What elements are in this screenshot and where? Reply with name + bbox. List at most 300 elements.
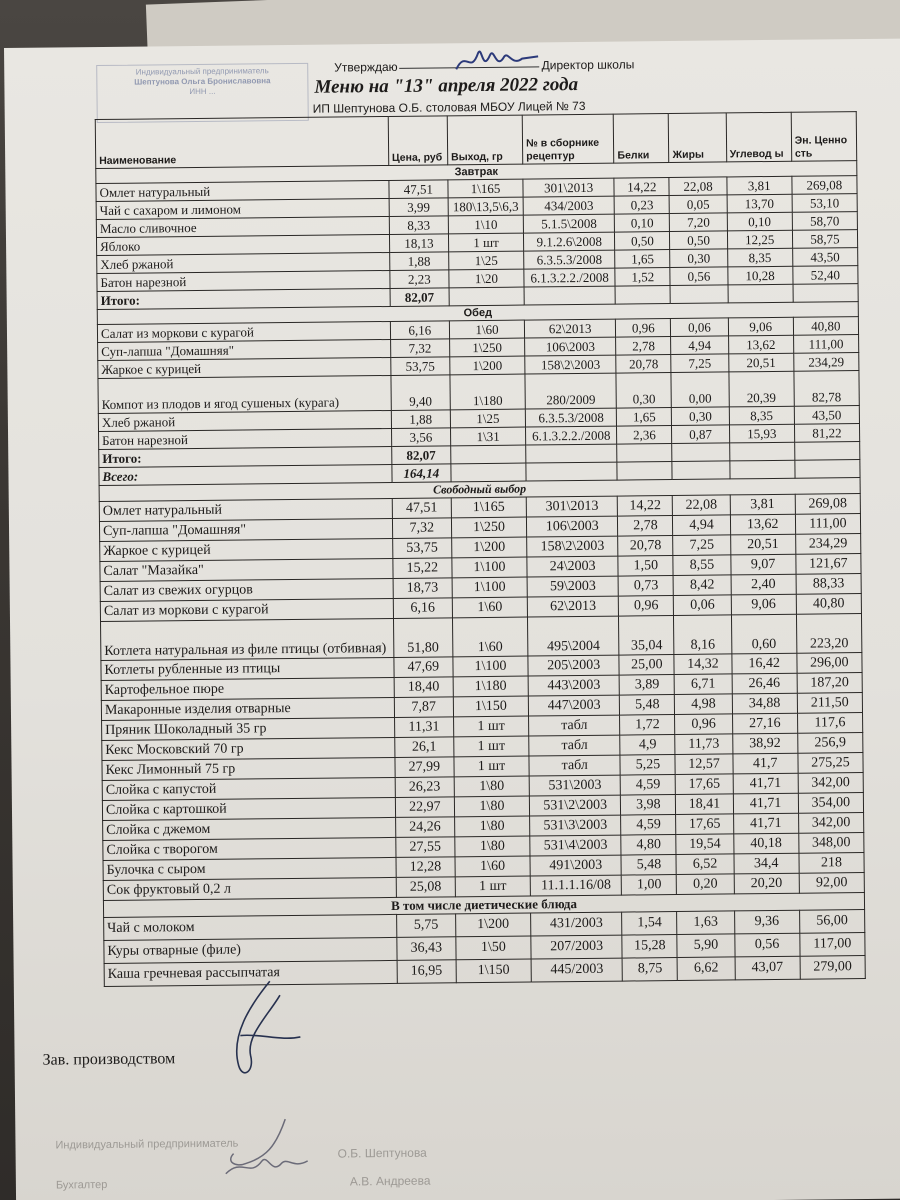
price: 25,08 [396,877,455,898]
dish-name: Кекс Московский 70 гр [102,737,395,760]
proteins: 2,36 [617,426,672,445]
dish-name: Омлет натуральный [96,180,389,201]
carbs: 38,92 [732,733,797,754]
portion: 1\25 [450,409,525,428]
energy: 43,50 [794,406,859,425]
proteins: 15,28 [622,934,677,958]
energy: 43,50 [792,248,857,267]
free-choice-section [99,494,864,901]
dish-name: Сок фруктовый 0,2 л [103,877,396,900]
dish-name: Котлеты рубленные из птицы [101,657,394,680]
price: 47,51 [389,180,448,199]
recipe-number: 62\2013 [524,319,615,338]
proteins: 1,65 [615,250,670,269]
proteins: 4,59 [620,775,675,796]
price: 6,16 [393,598,452,619]
dish-name: Батон нарезной [99,428,392,449]
fats: 17,65 [676,774,733,795]
recipe-number: 6.1.3.2.2./2008 [526,426,617,445]
fats: 6,52 [676,854,733,875]
dish-name: Салат из моркови с курагой [100,598,393,621]
header-proteins: Белки [614,114,670,164]
carbs: 13,62 [730,514,795,535]
fats: 0,06 [671,318,728,337]
stamp-line: ИНН ... [189,86,216,97]
portion: 1\150 [453,696,528,717]
dish-name: Суп-лапша "Домашняя" [98,339,391,360]
fats: 7,25 [671,354,728,373]
total-price: 82,07 [390,288,449,307]
carbs: 15,93 [729,424,794,443]
carbs: 9,06 [728,317,793,336]
energy: 117,00 [800,933,865,957]
portion: 1\10 [448,215,523,234]
proteins: 20,78 [616,355,671,374]
recipe-number: табл [529,755,620,776]
recipe-number: 59\2003 [527,576,618,597]
proteins: 1,65 [617,408,672,427]
portion: 1\60 [449,320,524,339]
energy: 111,00 [793,335,858,354]
price: 9,40 [391,375,451,411]
stamp-line: Шептунова Ольга Брониславовна [134,76,271,87]
recipe-number: 6.3.5.3/2008 [524,250,615,269]
fats: 11,73 [675,734,732,755]
proteins: 0,50 [615,232,670,251]
recipe-number: 301\2013 [526,496,617,517]
recipe-number: 106\2003 [525,337,616,356]
total-label: Итого: [97,288,390,309]
dish-name: Салат "Мазайка" [100,558,393,581]
energy: 218 [799,853,864,874]
section-title: Свободный выбор [99,478,860,502]
portion: 1\165 [451,497,526,518]
carbs: 26,46 [732,673,797,694]
energy: 354,00 [798,793,863,814]
recipe-number: 434/2003 [523,196,614,215]
carbs: 20,51 [730,534,795,555]
energy: 82,78 [794,371,860,407]
proteins: 14,22 [618,496,673,517]
carbs: 43,07 [735,956,800,980]
price: 16,95 [397,960,456,984]
total-label: Итого: [99,446,392,467]
carbs: 8,35 [727,248,792,267]
breakfast-section [96,161,858,292]
price: 47,69 [394,657,453,678]
portion: 1\31 [450,427,525,446]
carbs: 9,07 [730,554,795,575]
director-signature [452,46,542,75]
portion: 1\80 [454,776,529,797]
dish-name: Салат из свежих огурцов [100,578,393,601]
energy: 53,10 [792,194,857,213]
price: 47,51 [392,498,451,519]
proteins: 3,98 [621,795,676,816]
energy: 279,00 [800,956,865,980]
portion: 1\50 [456,936,531,960]
approval-prefix: Утверждаю [334,59,398,75]
energy: 348,00 [799,833,864,854]
dish-name: Салат из моркови с курагой [97,321,390,342]
price: 51,80 [393,618,453,658]
carbs: 20,51 [728,353,793,372]
fats: 0,50 [670,231,727,250]
fats: 0,06 [674,595,731,616]
recipe-number: 205\2003 [528,655,619,676]
dish-name: Кекс Лимонный 75 гр [102,757,395,780]
portion: 1 шт [454,756,529,777]
price: 8,33 [389,216,448,235]
proteins: 3,89 [619,675,674,696]
recipe-number: табл [529,735,620,756]
portion: 1\80 [454,796,529,817]
entrepreneur-label: Индивидуальный предприниматель [55,1137,239,1152]
energy: 92,00 [799,873,864,894]
header-price: Цена, руб [388,116,448,166]
fats: 5,90 [677,934,734,958]
fats: 8,42 [674,575,731,596]
energy: 121,67 [796,554,861,575]
recipe-number: 158\2\2003 [525,355,616,374]
price: 24,26 [395,817,454,838]
price: 26,1 [395,737,454,758]
header-recipe: № в сборнике рецептур [522,114,614,164]
recipe-number: 447\2003 [528,695,619,716]
dish-name: Куры отварные (филе) [104,937,397,963]
energy: 234,29 [794,353,859,372]
dish-name: Слойка с капустой [102,777,395,800]
recipe-number: 301\2013 [523,178,614,197]
lunch-section [97,302,859,450]
portion: 1\100 [453,656,528,677]
price: 1,88 [391,410,450,429]
portion: 1 шт [455,876,530,897]
dish-name: Хлеб ржаной [98,410,391,431]
price: 1,88 [389,252,448,271]
price: 53,75 [392,538,451,559]
carbs: 34,4 [734,853,799,874]
section-title: Обед [97,302,858,325]
production-signature [210,975,331,1096]
portion: 1\200 [455,913,530,937]
proteins: 0,96 [619,596,674,617]
proteins: 4,9 [620,735,675,756]
dish-name: Жаркое с курицей [98,357,391,378]
energy: 296,00 [797,653,862,674]
portion: 180\13,5\6,3 [448,197,523,216]
portion: 1\180 [450,374,526,410]
fats: 12,57 [675,754,732,775]
dish-name: Суп-лапша "Домашняя" [99,518,392,541]
dish-name: Булочка с сыром [103,857,396,880]
energy: 40,80 [793,317,858,336]
carbs: 9,36 [734,910,799,934]
header-carbs: Углевод ы [726,112,792,162]
price: 18,73 [393,578,452,599]
price: 11,31 [394,717,453,738]
carbs: 40,18 [733,833,798,854]
dish-name: Масло сливочное [96,216,389,237]
dish-name: Компот из плодов и ягод сушеных (курага) [98,375,391,413]
page-subtitle: ИП Шептунова О.Б. столовая МБОУ Лицей № 73 [312,98,586,116]
price: 27,99 [395,757,454,778]
fats: 0,20 [677,874,734,895]
price: 2,23 [390,270,449,289]
price: 53,75 [391,357,450,376]
price: 26,23 [395,777,454,798]
lunch-total [99,442,861,502]
fats: 0,30 [672,407,729,426]
dish-name: Слойка с джемом [103,817,396,840]
proteins: 1,00 [622,875,677,896]
energy: 275,25 [798,753,863,774]
portion: 1\60 [452,597,527,618]
dish-name: Чай с сахаром и лимоном [96,198,389,219]
energy: 58,70 [792,212,857,231]
recipe-number: 531\4\2003 [530,835,621,856]
dish-name: Котлета натуральная из филе птицы (отбивная) [101,618,394,660]
proteins: 5,25 [620,755,675,776]
accountant-name: А.В. Андреева [349,1173,431,1189]
recipe-number: 531\3\2003 [530,815,621,836]
portion: 1\80 [454,816,529,837]
fats: 4,98 [675,694,732,715]
section-title: Завтрак [96,161,857,184]
fats: 0,96 [675,714,732,735]
portion: 1\100 [452,557,527,578]
fats: 0,87 [672,425,729,444]
portion: 1\80 [455,836,530,857]
carbs: 27,16 [732,713,797,734]
proteins: 1,52 [615,268,670,287]
recipe-number: 6.1.3.2.2./2008 [524,268,615,287]
energy: 117,6 [797,713,862,734]
price: 12,28 [396,857,455,878]
recipe-number: табл [529,715,620,736]
fats: 8,55 [673,555,730,576]
carbs: 2,40 [731,574,796,595]
fats: 19,54 [676,834,733,855]
dish-name: Слойка с творогом [103,837,396,860]
portion: 1\150 [456,959,531,983]
price: 15,22 [393,558,452,579]
carbs: 3,81 [726,176,791,195]
dish-name: Макаронные изделия отварные [101,697,394,720]
portion: 1\20 [449,269,524,288]
portion: 1\25 [449,251,524,270]
dish-name: Омлет натуральный [99,498,392,521]
proteins: 0,73 [618,576,673,597]
energy: 40,80 [796,594,861,615]
dish-name: Картофельное пюре [101,677,394,700]
recipe-number: 445/2003 [531,958,622,982]
carbs: 12,25 [727,230,792,249]
fats: 7,25 [673,535,730,556]
production-manager-label: Зав. производством [42,1050,176,1069]
carbs: 41,71 [733,813,798,834]
fats: 0,56 [670,267,727,286]
dish-name: Батон нарезной [97,270,390,291]
proteins: 0,23 [614,196,669,215]
recipe-number: 531\2003 [529,775,620,796]
proteins: 1,54 [622,911,677,935]
recipe-number: 62\2013 [527,596,618,617]
fats: 6,62 [678,957,735,981]
recipe-number: 11.1.1.16/08 [530,875,621,896]
dish-name: Жаркое с курицей [100,538,393,561]
proteins: 35,04 [619,616,675,656]
carbs: 16,42 [731,653,796,674]
grand-total-label: Всего: [99,464,392,485]
proteins: 5,48 [620,695,675,716]
proteins: 20,78 [618,536,673,557]
price: 7,87 [394,697,453,718]
price: 18,13 [389,234,448,253]
carbs: 9,06 [731,594,796,615]
stamp-line: Индивидуальный предприниматель [135,66,269,77]
header-energy: Эн. Ценно сть [791,112,857,162]
recipe-number: 106\2003 [527,516,618,537]
recipe-number: 431/2003 [531,912,622,936]
energy: 187,20 [797,673,862,694]
proteins: 4,59 [621,815,676,836]
portion: 1\60 [452,617,528,657]
portion: 1\250 [449,338,524,357]
recipe-number: 9.1.2.6\2008 [524,232,615,251]
menu-table [95,111,866,987]
recipe-number: 443\2003 [528,675,619,696]
proteins: 0,10 [615,214,670,233]
total-price: 82,07 [391,446,450,465]
diet-section [103,893,865,987]
dish-name: Хлеб ржаной [97,252,390,273]
portion: 1\100 [452,577,527,598]
dish-name: Каша гречневая рассыпчатая [104,960,397,986]
energy: 56,00 [799,910,864,934]
recipe-number: 5.1.5\2008 [523,214,614,233]
recipe-number: 531\2\2003 [529,795,620,816]
energy: 81,22 [794,424,859,443]
price: 7,32 [392,518,451,539]
header-fats: Жиры [669,113,727,163]
recipe-number: 495\2004 [528,616,620,656]
fats: 1,63 [677,911,734,935]
portion: 1\60 [455,856,530,877]
menu-document [4,39,900,1200]
carbs: 41,7 [733,753,798,774]
energy: 269,08 [795,494,860,515]
price: 5,75 [396,914,455,938]
recipe-number: 158\2\2003 [527,536,618,557]
carbs: 20,20 [734,873,799,894]
approval-stamp [96,63,309,123]
portion: 1\165 [448,179,523,198]
energy: 223,20 [796,614,862,654]
price: 22,97 [395,797,454,818]
table-header [95,112,856,169]
carbs: 3,81 [730,494,795,515]
dish-name: Яблоко [96,234,389,255]
carbs: 41,71 [733,793,798,814]
fats: 0,00 [671,372,729,408]
proteins: 0,96 [616,319,671,338]
accountant-label: Бухгалтер [55,1178,108,1192]
proteins: 2,78 [616,337,671,356]
recipe-number: 24\2003 [527,556,618,577]
price: 3,99 [389,198,448,217]
portion: 1\250 [451,517,526,538]
energy: 342,00 [798,773,863,794]
energy: 58,75 [792,230,857,249]
header-out: Выход, гр [447,115,523,165]
proteins: 5,48 [621,855,676,876]
fats: 4,94 [673,515,730,536]
energy: 342,00 [798,813,863,834]
energy: 88,33 [796,574,861,595]
fats: 0,30 [670,249,727,268]
carbs: 0,60 [731,614,797,654]
dish-name: Чай с молоком [104,914,397,940]
energy: 52,40 [793,266,858,285]
price: 27,55 [396,837,455,858]
price: 6,16 [390,321,449,340]
carbs: 34,88 [732,693,797,714]
proteins: 0,30 [616,373,672,409]
proteins: 1,50 [618,556,673,577]
proteins: 8,75 [622,957,677,981]
carbs: 13,62 [728,335,793,354]
page-title: Меню на "13" апреля 2022 года [314,73,579,98]
price: 18,40 [394,677,453,698]
fats: 6,71 [675,674,732,695]
fats: 22,08 [669,177,726,196]
proteins: 1,72 [620,715,675,736]
price: 7,32 [390,339,449,358]
portion: 1\200 [450,356,525,375]
energy: 256,9 [797,733,862,754]
header-name: Наименование [95,116,388,168]
price: 36,43 [397,937,456,961]
energy: 269,08 [792,176,857,195]
fats: 0,05 [670,195,727,214]
recipe-number: 280/2009 [525,373,617,409]
portion: 1\180 [453,676,528,697]
fats: 17,65 [676,814,733,835]
energy: 111,00 [795,514,860,535]
fats: 14,32 [674,654,731,675]
grand-total-price: 164,14 [392,464,451,483]
proteins: 4,80 [621,835,676,856]
recipe-number: 207/2003 [531,935,622,959]
energy: 234,29 [795,534,860,555]
dish-name: Пряник Шоколадный 35 гр [102,717,395,740]
recipe-number: 491\2003 [530,855,621,876]
carbs: 13,70 [727,194,792,213]
portion: 1 шт [454,736,529,757]
fats: 8,16 [674,615,732,655]
carbs: 0,56 [734,933,799,957]
fats: 18,41 [676,794,733,815]
energy: 211,50 [797,693,862,714]
entrepreneur-name: О.Б. Шептунова [337,1145,427,1161]
proteins: 2,78 [618,516,673,537]
dish-name: Слойка с картошкой [102,797,395,820]
fats: 22,08 [673,495,730,516]
fats: 7,20 [670,213,727,232]
carbs: 20,39 [729,371,795,407]
proteins: 25,00 [619,655,674,676]
